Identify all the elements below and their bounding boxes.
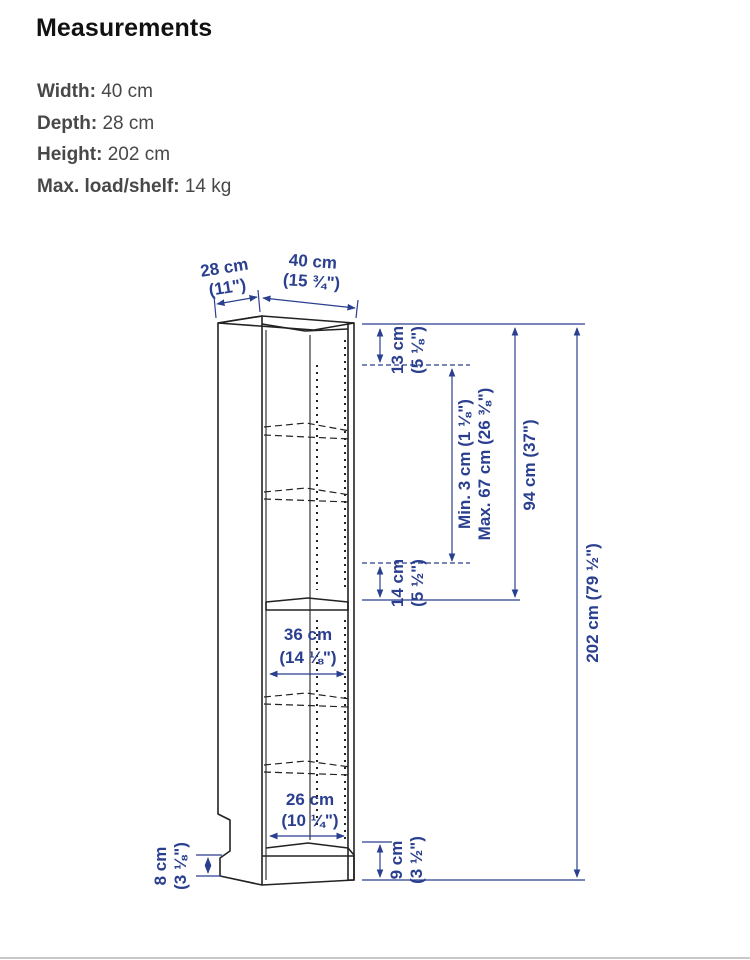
dim-inner-width-imperial: (14 ⅛") xyxy=(279,648,337,667)
adjustable-shelf xyxy=(264,423,350,439)
dim-ext xyxy=(356,300,358,318)
right-front-edge xyxy=(348,323,354,880)
dim-total-height: 202 cm (79 ½") xyxy=(583,543,602,663)
adjustable-shelf xyxy=(264,488,350,502)
spec-label: Depth: xyxy=(37,112,98,134)
dim-inner-depth-metric: 26 cm xyxy=(285,790,335,809)
dim-foot-imperial: (3 ⅛") xyxy=(171,842,190,890)
adjustable-shelves xyxy=(264,423,350,775)
bottom-divider xyxy=(0,957,750,959)
spec-value: 14 kg xyxy=(184,175,232,197)
dim-inner-width-metric: 36 cm xyxy=(283,625,333,644)
fixed-shelf xyxy=(266,598,348,610)
dim-mid-gap-imperial: (5 ½") xyxy=(408,559,427,607)
page-title: Measurements xyxy=(36,14,213,42)
dim-upper-height: 94 cm (37") xyxy=(520,419,539,511)
dim-adjust-min: Min. 3 cm (1 ⅛") xyxy=(455,399,474,529)
dim-inner-depth-imperial: (10 ¼") xyxy=(281,811,339,830)
dim-ext xyxy=(258,290,260,312)
dim-width-line xyxy=(263,298,355,308)
spec-value: 28 cm xyxy=(102,112,155,134)
dim-mid-gap-metric: 14 cm xyxy=(388,558,407,608)
adjustable-shelf xyxy=(264,693,350,707)
dim-ext xyxy=(214,296,216,318)
left-side-panel xyxy=(218,316,262,885)
dim-plinth-imperial: (3 ½") xyxy=(407,836,426,884)
spec-value: 40 cm xyxy=(101,81,153,102)
plinth xyxy=(262,843,354,885)
dim-adjust-max: Max. 67 cm (26 ⅜") xyxy=(475,387,494,541)
adjustable-shelf xyxy=(264,761,350,775)
spec-label: Max. load/shelf: xyxy=(37,175,180,197)
dim-width-imperial: (15 ¾") xyxy=(282,270,341,293)
spec-label: Height: xyxy=(37,144,103,165)
dim-depth-line xyxy=(217,297,257,304)
spec-value: 202 cm xyxy=(107,144,171,165)
dim-width-metric: 40 cm xyxy=(288,250,338,273)
dim-depth-imperial: (11") xyxy=(207,275,248,300)
dim-top-gap-metric: 13 cm xyxy=(388,325,407,375)
dim-foot-metric: 8 cm xyxy=(151,846,170,886)
dim-plinth-metric: 9 cm xyxy=(387,840,406,880)
dim-top-gap-imperial: (5 ⅛") xyxy=(408,326,427,374)
dim-depth-metric: 28 cm xyxy=(198,254,250,281)
spec-label: Width: xyxy=(37,81,96,102)
